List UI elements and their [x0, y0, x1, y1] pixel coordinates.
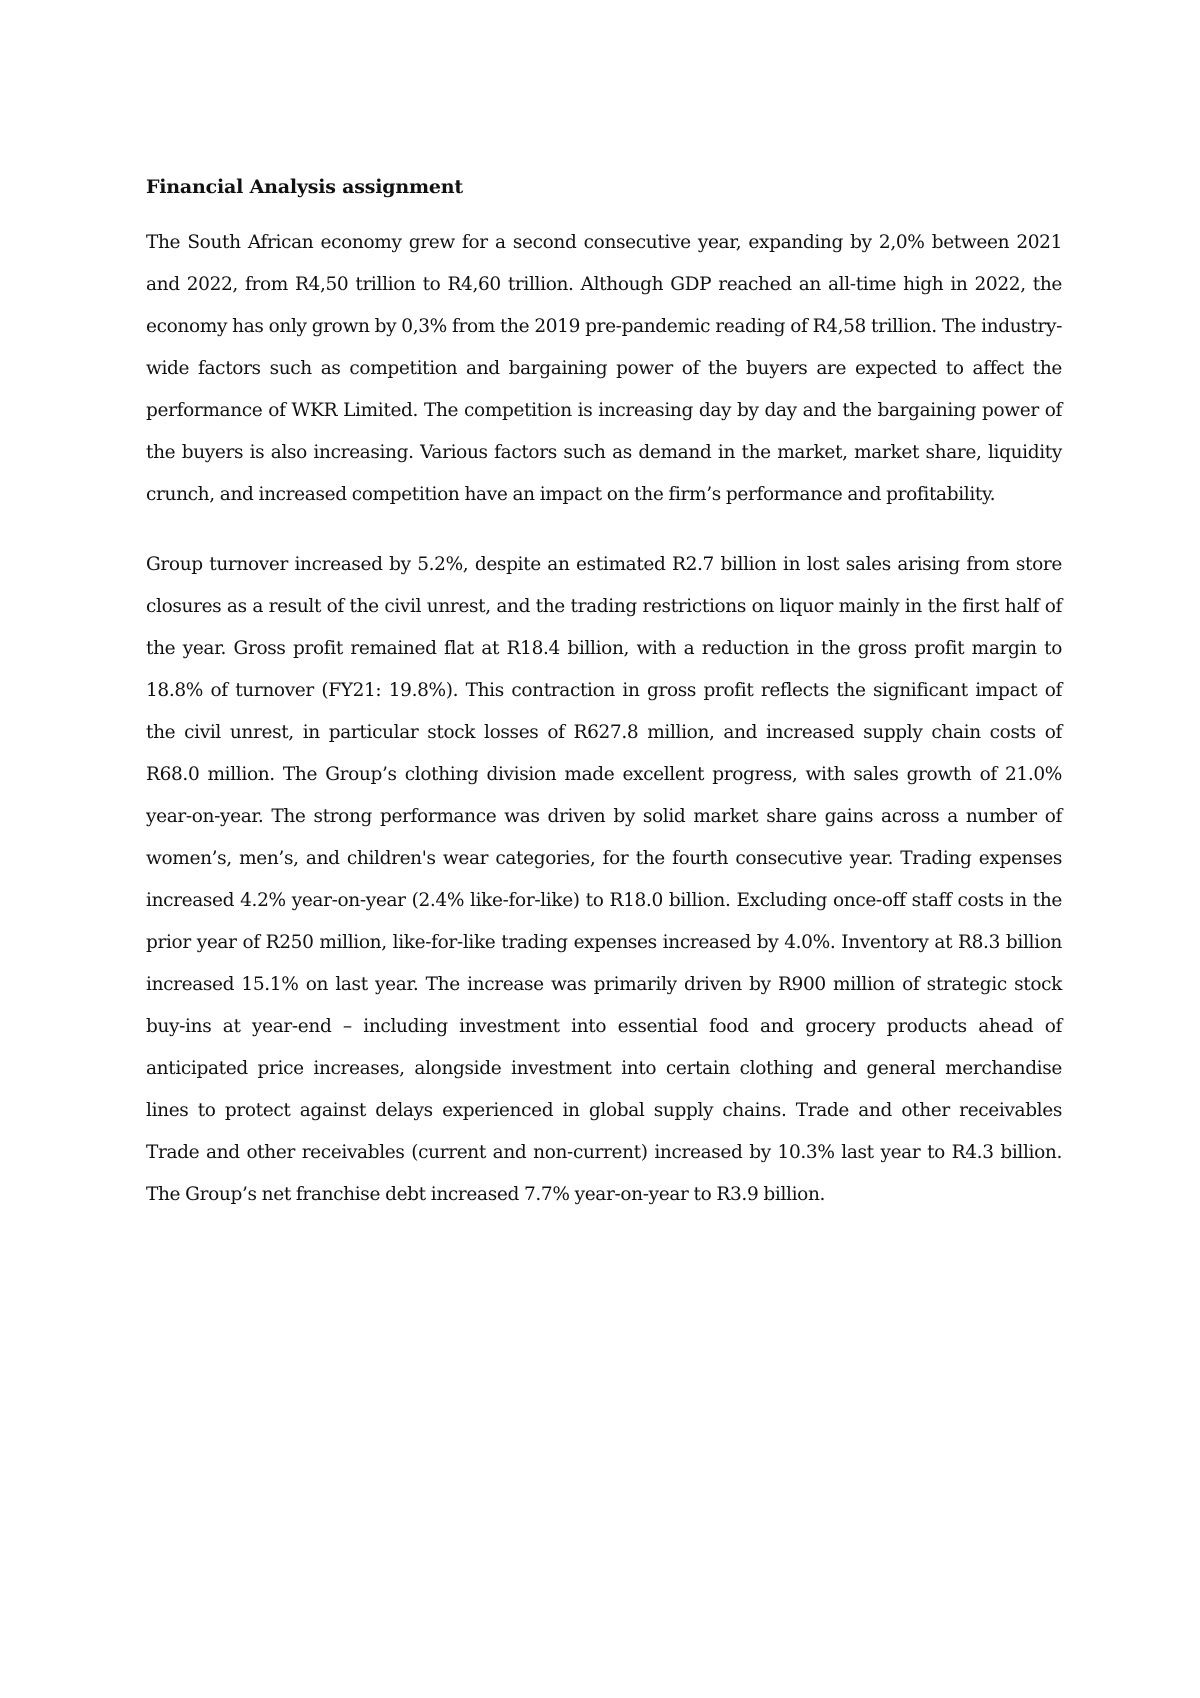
paragraph-economy-overview: The South African economy grew for a second consecutive year, expanding by 2,0% between 2021 and 2022, from R4,50 trillion to R4,60 trillion. Although GDP reached an all-time high in 2022, the economy has only grown by 0,3% from the 2019 pre-pandemic reading of R4,58 trillion. The industry-wide factors such as competition and bargaining power of the buyers are expected to affect the performance of WKR Limited. The competition is increasing day by day and the bargaining power of the buyers is also increasing. Various factors such as demand in the market, market share, liquidity crunch, and increased competition have an impact on the firm’s performance and profitability.: [146, 232, 1062, 505]
document-body: [146, 172, 1062, 1244]
paragraph-group-performance: Group turnover increased by 5.2%, despite an estimated R2.7 billion in lost sales arising from store closures as a result of the civil unrest, and the trading restrictions on liquor mainly in the first half of the year. Gross profit remained flat at R18.4 billion, with a reduction in the gross profit margin to 18.8% of turnover (FY21: 19.8%). This contraction in gross profit reflects the significant impact of the civil unrest, in particular stock losses of R627.8 million, and increased supply chain costs of R68.0 million. The Group’s clothing division made excellent progress, with sales growth of 21.0% year-on-year. The strong performance was driven by solid market share gains across a number of women’s, men’s, and children's wear categories, for the fourth consecutive year. Trading expenses increased 4.2% year-on-year (2.4% like-for-like) to R18.0 billion. Excluding once-off staff costs in the prior year of R250 million, like-for-like trading expenses increased by 4.0%. Inventory at R8.3 billion increased 15.1% on last year. The increase was primarily driven by R900 million of strategic stock buy-ins at year-end – including investment into essential food and grocery products ahead of anticipated price increases, alongside investment into certain clothing and general merchandise lines to protect against delays experienced in global supply chains. Trade and other receivables Trade and other receivables (current and non-current) increased by 10.3% last year to R4.3 billion. The Group’s net franchise debt increased 7.7% year-on-year to R3.9 billion.: [146, 554, 1062, 1205]
document-title: Financial Analysis assignment: [146, 176, 463, 198]
